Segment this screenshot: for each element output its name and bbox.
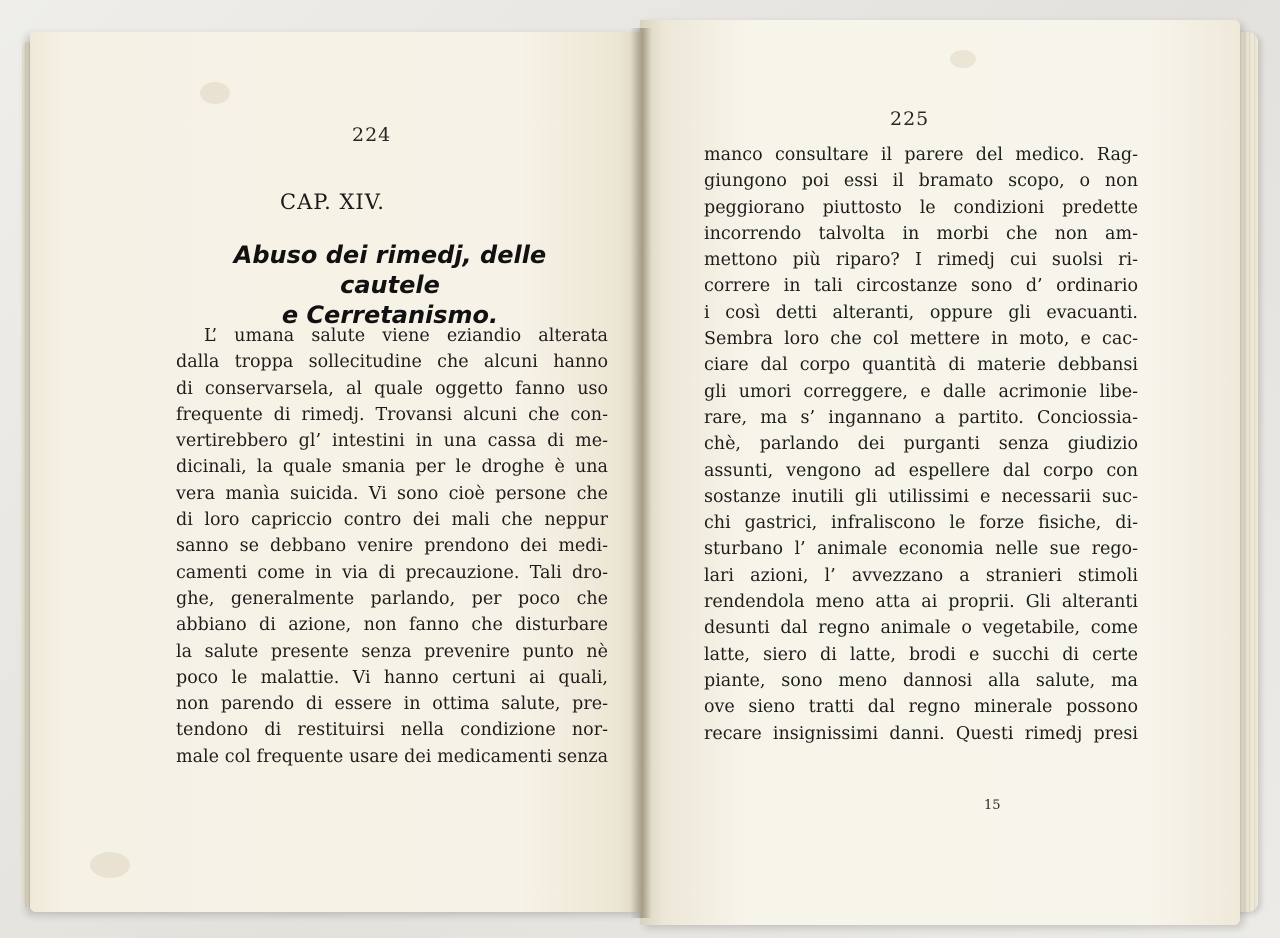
text-line: sostanze inutili gli utilissimi e necessarii suc- [704, 486, 1138, 507]
chapter-title [180, 240, 600, 330]
page-number: 224 [352, 124, 392, 146]
text-line: mettono più riparo? I rimedj cui suolsi ri- [704, 250, 1138, 271]
text-line: assunti, vengono ad espellere dal corpo con [704, 460, 1138, 481]
text-line: rare, ma s’ ingannano a partito. Conciossia- [704, 407, 1138, 428]
text-line: vera manìa suicida. Vi sono cioè persone che [176, 483, 608, 504]
text-line: ove sieno tratti dal regno minerale possono [704, 697, 1138, 718]
text-line: manco consultare il parere del medico. Rag- [704, 145, 1138, 165]
text-line: desunti dal regno animale o vegetabile, come [704, 618, 1138, 639]
chapter-title-line: e Cerretanismo. [281, 301, 499, 329]
text-line: vertirebbero gl’ intestini in una cassa di me- [176, 431, 608, 452]
text-line: sanno se debbano venire prendono dei medi- [176, 536, 608, 557]
chapter-heading: CAP. XIV. [280, 190, 385, 214]
text-line: camenti come in via di precauzione. Tali dro- [176, 562, 608, 583]
text-line: lari azioni, l’ avvezzano a stranieri stimoli [704, 565, 1138, 586]
text-line: la salute presente senza prevenire punto nè [176, 641, 608, 662]
text-line: chi gastrici, infraliscono le forze fisiche, di- [704, 513, 1138, 534]
text-line: gli umori correggere, e dalle acrimonie libe- [704, 381, 1138, 402]
right-body-text [704, 142, 1138, 747]
paper-stain [200, 82, 230, 104]
text-line: ciare dal corpo quantità di materie debbansi [704, 355, 1138, 376]
paper-stain [950, 50, 976, 68]
text-line: non parendo di essere in ottima salute, pre- [176, 694, 608, 715]
text-line: sturbano l’ animale economia nelle sue rego- [704, 539, 1138, 560]
text-line: male col frequente usare dei medicamenti senza [176, 746, 608, 767]
text-line: chè, parlando dei purganti senza giudizio [704, 434, 1138, 455]
text-line: di loro capriccio contro dei mali che neppur [176, 510, 608, 531]
text-line: piante, sono meno dannosi alla salute, ma [704, 670, 1138, 691]
text-line: recare insignissimi danni. Questi rimedj presi [704, 723, 1138, 744]
text-line: poco le malattie. Vi hanno certuni ai quali, [176, 667, 608, 688]
paper-stain [90, 852, 130, 878]
text-line: giungono poi essi il bramato scopo, o non [704, 171, 1138, 192]
text-line: correre in tali circostanze sono d’ ordinario [704, 276, 1138, 297]
text-line: di conservarsela, al quale oggetto fanno uso [176, 378, 608, 399]
right-page [640, 20, 1240, 925]
left-body-text [176, 323, 608, 770]
book-gutter [630, 28, 652, 918]
text-line: abbiano di azione, non fanno che disturbare [176, 615, 608, 636]
text-line: incorrendo talvolta in morbi che non am- [704, 223, 1138, 244]
text-line: ghe, generalmente parlando, per poco che [176, 588, 608, 609]
text-line: dalla troppa sollecitudine che alcuni hanno [176, 352, 608, 373]
text-line: i così detti alteranti, oppure gli evacuanti. [704, 302, 1138, 323]
text-line: tendono di restituirsi nella condizione nor- [176, 720, 608, 741]
left-page [30, 32, 642, 912]
text-line: Sembra loro che col mettere in moto, e cac- [704, 329, 1138, 350]
signature-mark: 15 [984, 798, 1001, 813]
text-line: dicinali, la quale smania per le droghe è una [176, 457, 608, 478]
text-line: peggiorano piuttosto le condizioni predette [704, 197, 1138, 218]
page-number: 225 [890, 108, 930, 130]
text-line: rendendola meno atta ai proprii. Gli alteranti [704, 592, 1138, 613]
text-line: frequente di rimedj. Trovansi alcuni che con- [176, 404, 608, 425]
chapter-title-line: Abuso dei rimedj, delle cautele [233, 241, 547, 299]
text-line: L’ umana salute viene eziandio alterata [204, 326, 608, 346]
open-book [18, 12, 1266, 927]
text-line: latte, siero di latte, brodi e succhi di certe [704, 644, 1138, 665]
